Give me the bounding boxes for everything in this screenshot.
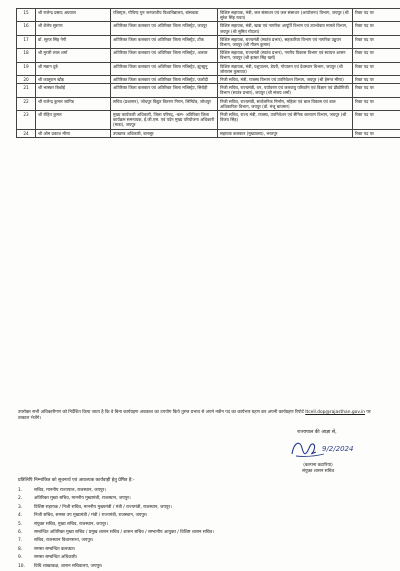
list-item-text: समस्त सम्बन्धित अधिकारी। [34,555,77,560]
list-item [18,537,382,545]
officer-name-cell: श्री मन्नान दुबे [36,62,111,75]
list-item-number: 1. [18,487,34,495]
officer-name-cell: श्री शैलेष सुराणा [36,22,111,35]
new-post-cell: विशिष्ट सहायक, मंत्री, जल संसाधन एवं जल संसाधन (आयोजना) विभाग, जयपुर (श्री सुरेश सिंह रावत) [218,9,353,22]
list-item [18,495,382,503]
list-item-number: 9. [18,554,34,562]
signatory-designation: संयुक्त शासन सचिव [258,469,378,475]
remark-cell: रिक्त पद पर [353,22,400,35]
list-item-text: विधि शाखाकक्ष, शासन सचिवालय, जयपुर। [34,564,102,569]
officer-name-cell: श्री रोहित कुमार [36,111,111,130]
current-post-cell: अतिरिक्त जिला कलक्टर एवं अतिरिक्त जिला मजिस्ट्रेट, टोंक [111,35,218,48]
current-post-cell: अतिरिक्त जिला कलक्टर एवं अतिरिक्त जिला मजिस्ट्रेट, झुन्झुनू [111,62,218,75]
list-item [18,521,382,529]
officer-name-cell: श्री कालूराम खौड़ [36,76,111,84]
serial-cell: 23 [17,111,36,130]
serial-cell: 15 [17,9,36,22]
current-post-cell: अतिरिक्त जिला कलक्टर एवं अतिरिक्त जिला मजिस्ट्रेट, अलवर [111,49,218,62]
remark-cell: रिक्त पद पर [353,84,400,97]
current-post-cell: उपखण्ड अधिकारी, बानसूर [111,129,218,137]
officer-name-cell: श्री राजेन्द्र कुमार जांगिड [36,97,111,110]
list-item [18,554,382,562]
list-item [18,512,382,520]
list-item-number: 4. [18,512,34,520]
remark-cell: रिक्त पद पर [353,35,400,48]
list-item [18,546,382,554]
serial-cell: 17 [17,35,36,48]
remark-cell: रिक्त पद पर [353,76,400,84]
list-item-text: अतिरिक्त मुख्य सचिव, माननीय मुख्यमंत्री, राजस्थान, जयपुर। [34,496,131,501]
copy-heading: प्रतिलिपि निम्नांकित को सूचनार्थ एवं आवश्यक कार्यवाही हेतु प्रेषित है:- [18,477,134,483]
list-item-text: सचिव, राजस्थान विधानसभा, जयपुर। [34,538,93,543]
current-post-cell: अतिरिक्त जिला कलक्टर एवं अतिरिक्त जिला मजिस्ट्रेट, जयपुर [111,22,218,35]
table-row [17,35,400,48]
transfer-table [16,8,400,138]
current-post-cell: मुख्य कार्यकारी अधिकारी, जिला परिषद्, -कम- अतिरिक्त जिला कार्यक्रम समन्वयक, ई.जी.एस. एवं पदेन मुख्य परियोजना अधिकारी (माडा), जयपुर [111,111,218,130]
list-item-text: संयुक्त सचिव, मुख्य सचिव, राजस्थान, जयपुर। [34,522,108,527]
copy-list [18,487,382,571]
table-row [17,97,400,110]
remark-cell: रिक्त पद पर [353,97,400,110]
paragraph-text: उपरोक्त सभी अधिकारीगण को निर्देशित किया जाता है कि वे बिना कार्यग्रहण अवकाश का उपयोग किये तुरन्त प्रभाव से अपने नवीन पद का कार्यभार ग्रहण कर अपनी कार्यग्रहण रिपोर्ट [18,410,304,415]
signature-date: 9/2/2024 [322,445,353,453]
new-post-cell: निजी सचिव, राज्यमंत्री, वन, पर्यावरण एवं जलवायु परिवर्तन एवं विज्ञान एवं प्रौद्योगिकी विभाग (स्वतंत्र प्रभार), जयपुर (श्री संजय शर्मा) [218,84,353,97]
table-row [17,49,400,62]
signatory-name: (कल्पना कटारिया) [258,463,378,469]
list-item-number: 5. [18,521,34,529]
current-post-cell: अतिरिक्त जिला कलक्टर एवं अतिरिक्त जिला मजिस्ट्रेट, फलोदी [111,76,218,84]
new-post-cell: विशिष्ट सहायक, राज्यमंत्री (स्वतंत्र प्रभार), सहकारिता विभाग एवं नागरिक उड्डयन विभाग, जयपुर (श्री गौतम कुमार) [218,35,353,48]
serial-cell: 21 [17,84,36,97]
serial-cell: 22 [17,97,36,110]
new-post-cell: निजी सचिव, मंत्री, राजस्व विभाग एवं उपनिवेशन विभाग, जयपुर (श्री हेमन्त मीणा) [218,76,353,84]
serial-cell: 18 [17,49,36,62]
remark-cell: रिक्त पद पर [353,111,400,130]
table-row [17,76,400,84]
list-item-text: सचिव, माननीय राज्यपाल, राजस्थान, जयपुर। [34,488,106,493]
list-item-number: 3. [18,504,34,512]
signatory-block [258,463,378,475]
list-item-number: 8. [18,546,34,554]
table-row [17,84,400,97]
remark-cell: रिक्त पद पर [353,129,400,137]
list-item [18,529,382,537]
serial-cell: 19 [17,62,36,75]
instruction-paragraph [18,410,382,422]
signature-image [286,436,356,460]
list-item [18,504,382,512]
remark-cell: रिक्त पद पर [353,49,400,62]
officer-name-cell: श्री मुरारी लाल शर्मा [36,49,111,62]
remark-cell: रिक्त पद पर [353,62,400,75]
serial-cell: 24 [17,129,36,137]
list-item-text: विशिष्ट सहायक / निजी सचिव, माननीय मुख्यमंत्री / मंत्री / राज्यमंत्री, राजस्थान, जयपुर। [34,505,172,510]
new-post-cell: विशिष्ट सहायक, मंत्री, खाद्य एवं नागरिक आपूर्ति विभाग एवं उपभोक्ता मामले विभाग, जयपुर (श्री सुमित गोदारा) [218,22,353,35]
remark-cell: रिक्त पद पर [353,9,400,22]
list-item-number: 6. [18,529,34,537]
table-row [17,111,400,130]
order-line: राज्यपाल की आज्ञा से, [257,429,377,435]
table-row [17,129,400,137]
list-item-text: समस्त सम्बन्धित कलक्टर। [34,547,75,552]
table-row [17,62,400,75]
current-post-cell: रजिस्ट्रार, गोविन्द गुरु जनजातीय विश्वविद्यालय, बांसवाडा [111,9,218,22]
list-item-text: सम्बन्धित अतिरिक्त मुख्य सचिव / प्रमुख शासन सचिव / शासन सचिव / सम्भागीय आयुक्त / विशिष्ट शासन सचिव। [34,530,214,535]
new-post-cell: सहायक कलक्टर (मुख्यालय), भरतपुर [218,129,353,137]
list-item-number: 2. [18,495,34,503]
officer-name-cell: डॉ. सूरज सिंह नेगी [36,35,111,48]
current-post-cell: सचिव (प्रशासन), जोधपुर विद्युत वितरण निगम, लिमिटेड, जोधपुर [111,97,218,110]
officer-name-cell: श्री राजेन्द्र प्रसाद अग्रवाल [36,9,111,22]
paragraph-end-text: पर तत्काल भेजेंगे। [18,410,371,421]
officer-name-cell: श्री ओम प्रकाश मीणा [36,129,111,137]
serial-cell: 16 [17,22,36,35]
list-item-number: 10. [18,563,34,571]
new-post-cell: निजी सचिव, राज्यमंत्री, सार्वजनिक निर्माण, महिला एवं बाल विकास एवं बाल अधिकारिता विभाग, जयपुर (डॉ. मंजू बाघमार) [218,97,353,110]
new-post-cell: निजी सचिव, राज्य मंत्री, राजस्व, उपनिवेशन एवं सैनिक कल्याण विभाग, जयपुर (श्री विजय सिंह) [218,111,353,130]
table-row [17,22,400,35]
list-item-text: निजी सचिव, समस्त उप मुख्यमंत्री / मंत्री / राज्यमंत्री, राजस्थान, जयपुर। [34,513,147,518]
table-row [17,9,400,22]
new-post-cell: विशिष्ट सहायक, राज्यमंत्री (स्वतंत्र प्रभार), नगरीय विकास विभाग एवं स्वायत्त शासन विभाग, जयपुर (श्री झाबर सिंह खर्रा) [218,49,353,62]
officer-name-cell: श्री भास्कर बिश्नोई [36,84,111,97]
new-post-cell: विशिष्ट सहायक, मंत्री, पशुपालन, डेयरी, गोपालन एवं देवस्थान विभाग, जयपुर (श्री जोराराम कुमावत) [218,62,353,75]
list-item-number: 7. [18,537,34,545]
list-item [18,487,382,495]
email-link[interactable]: Itcell.dop@rajasthan.gov.in [305,410,365,415]
serial-cell: 20 [17,76,36,84]
current-post-cell: अतिरिक्त जिला कलक्टर एवं अतिरिक्त जिला मजिस्ट्रेट, सिरोही [111,84,218,97]
